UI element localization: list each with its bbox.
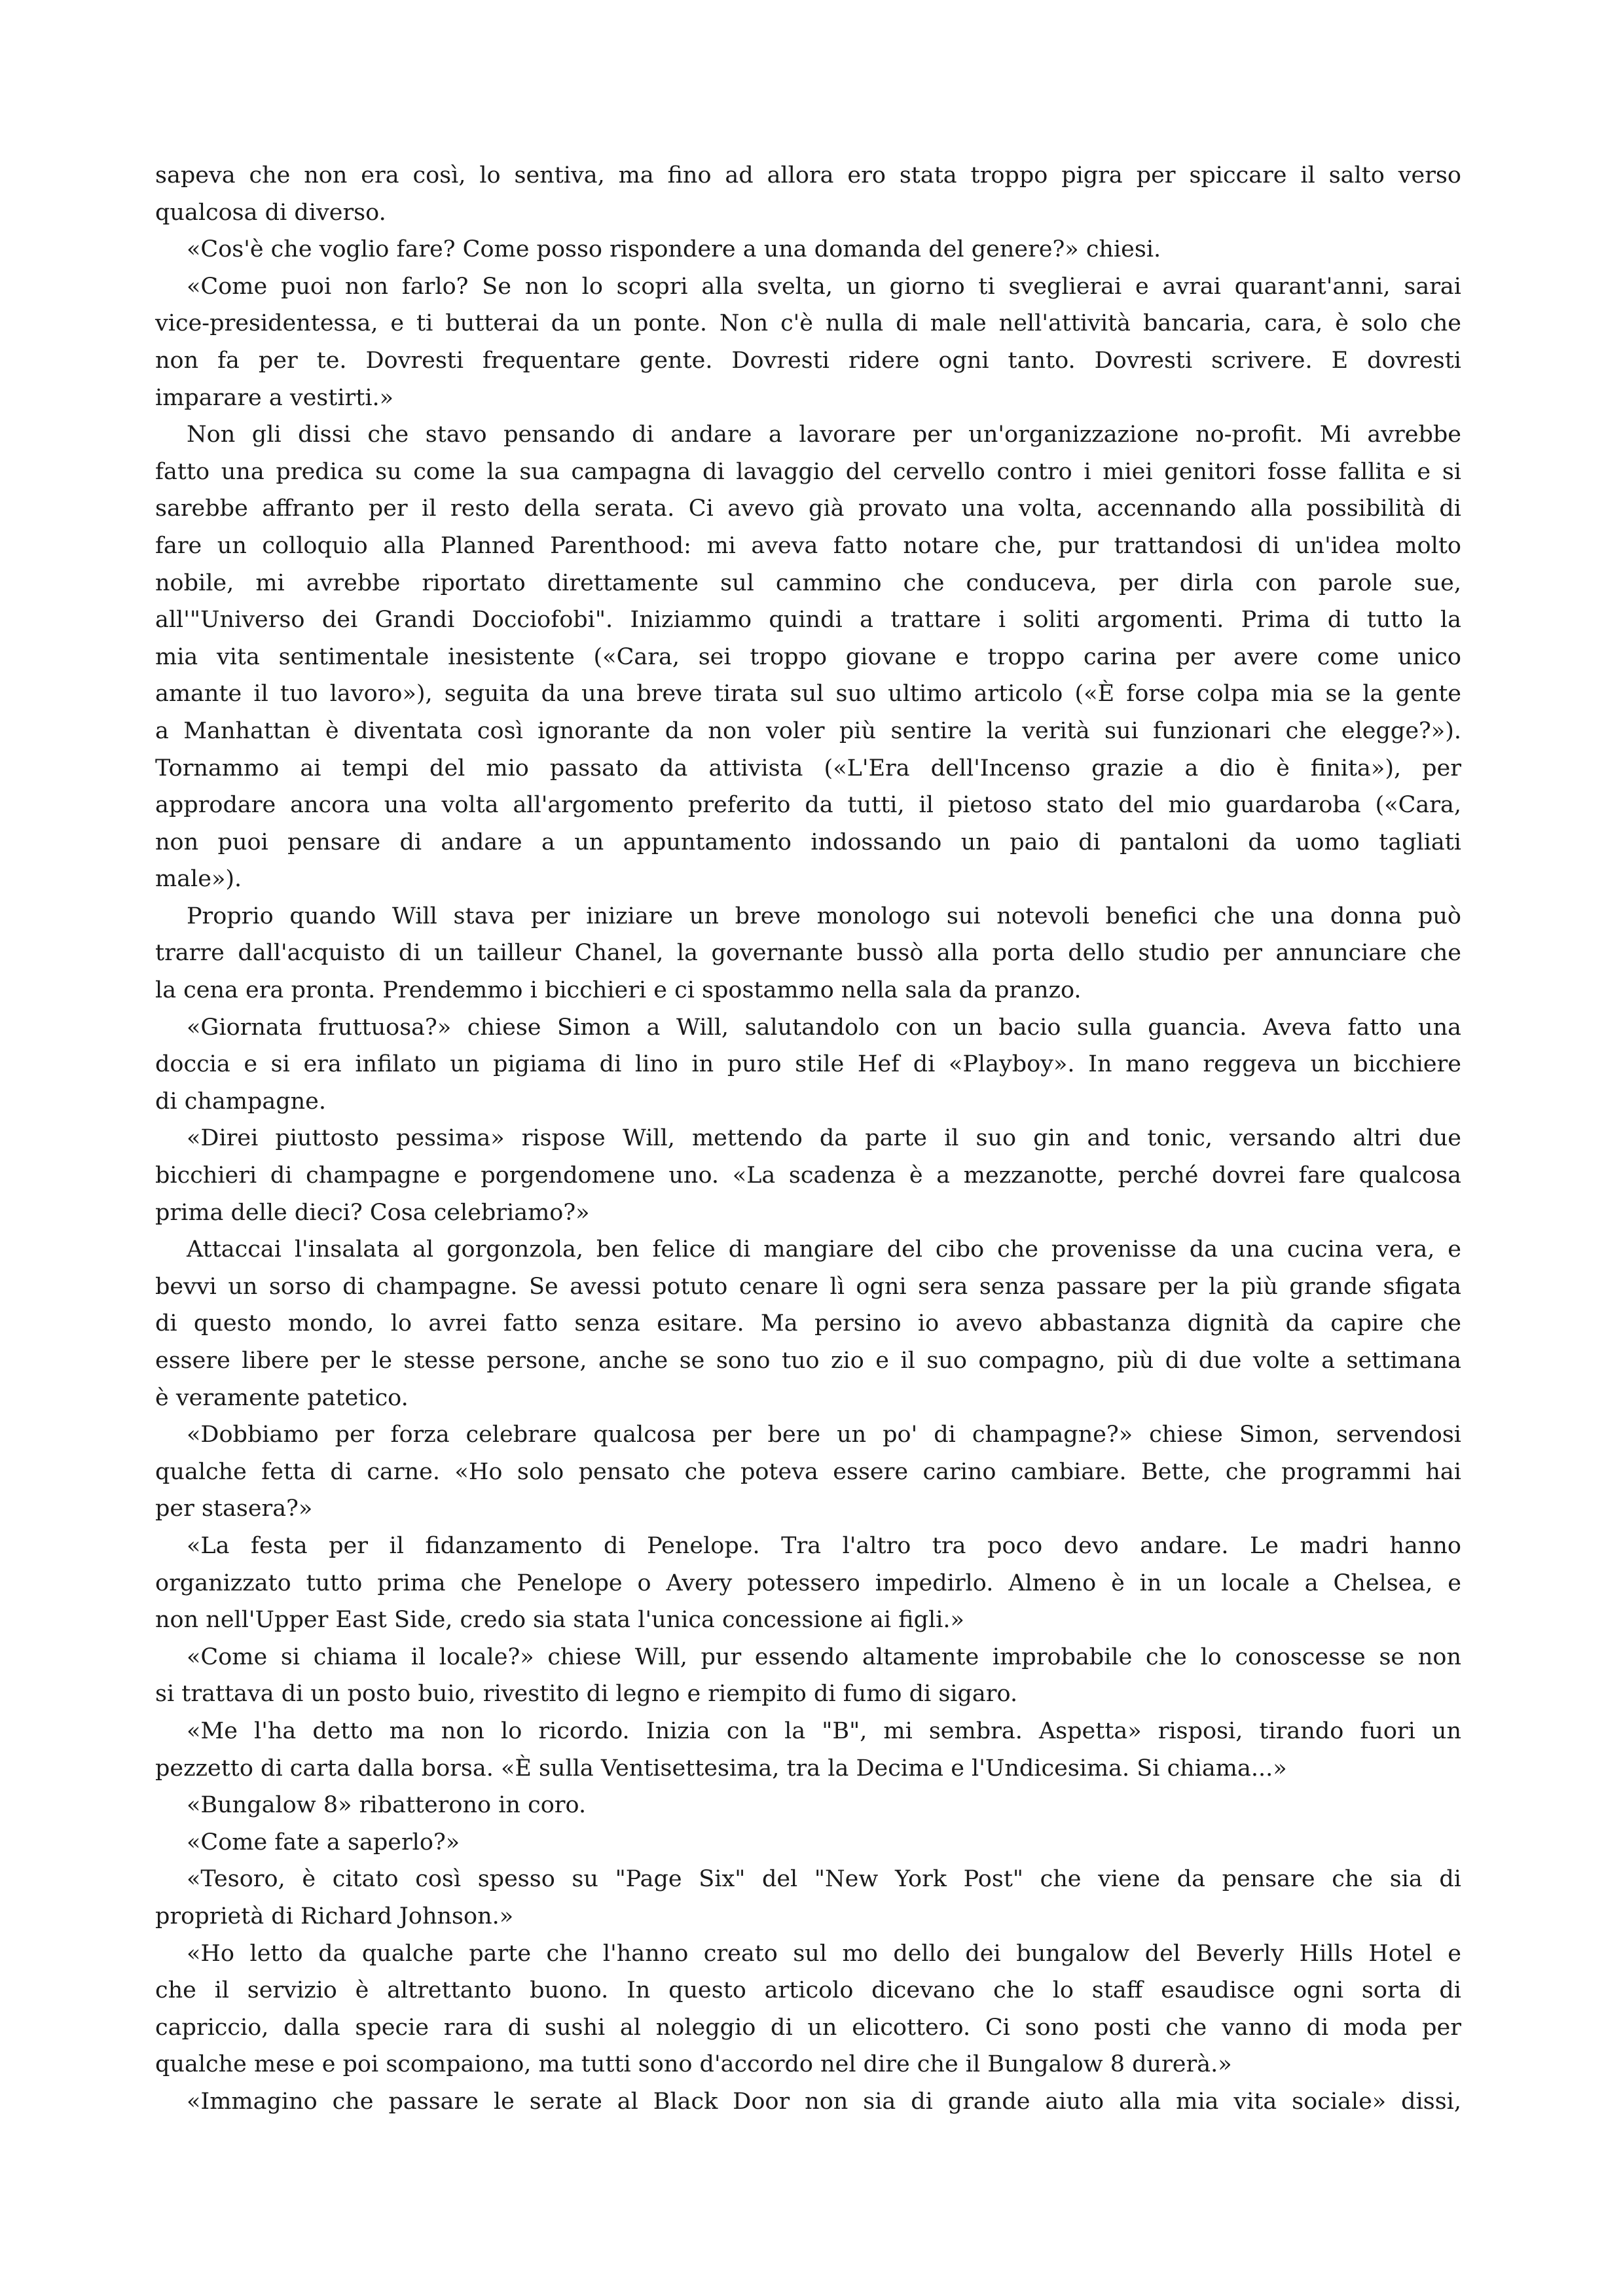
- paragraph: [155, 1824, 1461, 1861]
- text-column: [155, 157, 1461, 2120]
- text-line: non fa per te. Dovresti frequentare gente. Dovresti ridere ogni tanto. Dovresti scrivere. E dovresti: [155, 347, 1461, 374]
- text-line: trarre dall'acquisto di un tailleur Chanel, la governante bussò alla porta dello studio per annunciare che: [155, 940, 1461, 967]
- paragraph: [155, 157, 1461, 231]
- text-line: Proprio quando Will stava per iniziare un breve monologo sui notevoli benefici che una donna può: [187, 903, 1461, 929]
- text-line: pezzetto di carta dalla borsa. «È sulla Ventisettesima, tra la Decima e l'Undicesima. Si chiama...»: [155, 1755, 1287, 1782]
- paragraph: [155, 416, 1461, 898]
- text-line: «Come si chiama il locale?» chiese Will, pur essendo altamente improbabile che lo conoscesse se non: [187, 1643, 1461, 1670]
- text-line: «Direi piuttosto pessima» rispose Will, mettendo da parte il suo gin and tonic, versando altri due: [187, 1125, 1461, 1152]
- text-line: qualche mese e poi scompaiono, ma tutti sono d'accordo nel dire che il Bungalow 8 durerà.»: [155, 2051, 1232, 2078]
- text-line: bevvi un sorso di champagne. Se avessi potuto cenare lì ogni sera senza passare per la più grande sfigata: [155, 1273, 1461, 1300]
- text-line: è veramente patetico.: [155, 1384, 409, 1411]
- text-line: «Dobbiamo per forza celebrare qualcosa per bere un po' di champagne?» chiese Simon, servendosi: [187, 1422, 1461, 1448]
- text-line: bicchieri di champagne e porgendomene uno. «La scadenza è a mezzanotte, perché dovrei fare qualcosa: [155, 1162, 1461, 1189]
- text-line: doccia e si era infilato un pigiama di lino in puro stile Hef di «Playboy». In mano reggeva un bicchiere: [155, 1051, 1461, 1078]
- text-line: essere libere per le stesse persone, anche se sono tuo zio e il suo compagno, più di due volte a settimana: [155, 1348, 1461, 1374]
- text-line: imparare a vestirti.»: [155, 384, 394, 411]
- text-line: prima delle dieci? Cosa celebriamo?»: [155, 1199, 590, 1226]
- paragraph: [155, 2083, 1461, 2121]
- text-line: fare un colloquio alla Planned Parenthood: mi aveva fatto notare che, pur trattandosi di un'idea molto: [155, 532, 1461, 559]
- paragraph: [155, 268, 1461, 416]
- text-line: fatto una predica su come la sua campagna di lavaggio del cervello contro i miei genitori fosse fallita e si: [155, 458, 1461, 485]
- paragraph: [155, 898, 1461, 1009]
- text-line: di champagne.: [155, 1088, 326, 1115]
- paragraph: [155, 1528, 1461, 1639]
- text-line: Non gli dissi che stavo pensando di andare a lavorare per un'organizzazione no-profit. Mi avrebbe: [187, 422, 1461, 448]
- text-line: «Come puoi non farlo? Se non lo scopri alla svelta, un giorno ti sveglierai e avrai quarant'anni, sarai: [187, 273, 1461, 300]
- text-line: si trattava di un posto buio, rivestito di legno e riempito di fumo di sigaro.: [155, 1681, 1018, 1708]
- text-line: vice-presidentessa, e ti butterai da un ponte. Non c'è nulla di male nell'attività bancaria, cara, è solo che: [155, 310, 1461, 337]
- text-line: mia vita sentimentale inesistente («Cara, sei troppo giovane e troppo carina per avere come unico: [155, 643, 1461, 670]
- text-line: Tornammo ai tempi del mio passato da attivista («L'Era dell'Incenso grazie a dio è finita»), per: [155, 755, 1461, 781]
- paragraph: [155, 1009, 1461, 1121]
- text-line: «Immagino che passare le serate al Black Door non sia di grande aiuto alla mia vita sociale» dissi,: [187, 2088, 1461, 2115]
- text-line: a Manhattan è diventata così ignorante da non voler più sentire la verità sui funzionari che elegge?»).: [155, 717, 1461, 744]
- text-line: Attaccai l'insalata al gorgonzola, ben felice di mangiare del cibo che provenisse da una cucina vera, e: [187, 1236, 1461, 1263]
- paragraph: [155, 1231, 1461, 1416]
- paragraph: [155, 1713, 1461, 1787]
- text-line: nobile, mi avrebbe riportato direttamente sul cammino che conduceva, per dirla con parole sue,: [155, 569, 1461, 596]
- text-line: di questo mondo, lo avrei fatto senza esitare. Ma persino io avevo abbastanza dignità da capire che: [155, 1310, 1461, 1337]
- text-line: male»).: [155, 866, 242, 893]
- text-line: qualche fetta di carne. «Ho solo pensato che poteva essere carino cambiare. Bette, che programmi hai: [155, 1458, 1461, 1485]
- text-line: non nell'Upper East Side, credo sia stata l'unica concessione ai figli.»: [155, 1607, 964, 1634]
- text-line: sapeva che non era così, lo sentiva, ma fino ad allora ero stata troppo pigra per spiccare il salto verso: [155, 162, 1461, 188]
- text-line: non puoi pensare di andare a un appuntamento indossando un paio di pantaloni da uomo tagliati: [155, 829, 1461, 855]
- text-line: all'"Universo dei Grandi Docciofobi". Iniziammo quindi a trattare i soliti argomenti. Prima di tutto la: [155, 607, 1461, 634]
- text-line: organizzato tutto prima che Penelope o Avery potessero impedirlo. Almeno è in un locale a Chelsea, e: [155, 1570, 1461, 1596]
- paragraph: [155, 1787, 1461, 1824]
- text-line: «La festa per il fidanzamento di Penelope. Tra l'altro tra poco devo andare. Le madri hanno: [187, 1532, 1461, 1559]
- paragraph: [155, 1416, 1461, 1528]
- paragraph: [155, 1861, 1461, 1935]
- text-line: qualcosa di diverso.: [155, 199, 386, 226]
- text-line: «Cos'è che voglio fare? Come posso rispondere a una domanda del genere?» chiesi.: [187, 236, 1161, 263]
- text-line: «Bungalow 8» ribatterono in coro.: [187, 1792, 587, 1819]
- text-line: che il servizio è altrettanto buono. In questo articolo dicevano che lo staff esaudisce ogni sorta di: [155, 1977, 1461, 2004]
- text-line: la cena era pronta. Prendemmo i bicchieri e ci spostammo nella sala da pranzo.: [155, 977, 1082, 1004]
- text-line: «Ho letto da qualche parte che l'hanno creato sul mo dello dei bungalow del Beverly Hills Hotel e: [187, 1940, 1461, 1967]
- text-line: «Come fate a saperlo?»: [187, 1829, 460, 1856]
- text-line: «Giornata fruttuosa?» chiese Simon a Will, salutandolo con un bacio sulla guancia. Aveva fatto una: [187, 1014, 1461, 1041]
- text-line: «Me l'ha detto ma non lo ricordo. Inizia con la "B", mi sembra. Aspetta» risposi, tirando fuori un: [187, 1717, 1461, 1744]
- paragraph: [155, 1935, 1461, 2083]
- text-line: proprietà di Richard Johnson.»: [155, 1903, 514, 1929]
- text-line: approdare ancora una volta all'argomento preferito da tutti, il pietoso stato del mio guardaroba («Cara,: [155, 792, 1461, 819]
- text-line: «Tesoro, è citato così spesso su "Page Six" del "New York Post" che viene da pensare che sia di: [187, 1866, 1461, 1893]
- text-line: amante il tuo lavoro»), seguita da una breve tirata sul suo ultimo articolo («È forse colpa mia se la gente: [155, 681, 1461, 708]
- text-line: capriccio, dalla specie rara di sushi al noleggio di un elicottero. Ci sono posti che vanno di moda per: [155, 2014, 1461, 2041]
- text-line: sarebbe affranto per il resto della serata. Ci avevo già provato una volta, accennando alla possibilità di: [155, 495, 1461, 522]
- paragraph: [155, 1639, 1461, 1713]
- paragraph: [155, 1120, 1461, 1231]
- text-line: per stasera?»: [155, 1496, 313, 1522]
- paragraph: [155, 231, 1461, 268]
